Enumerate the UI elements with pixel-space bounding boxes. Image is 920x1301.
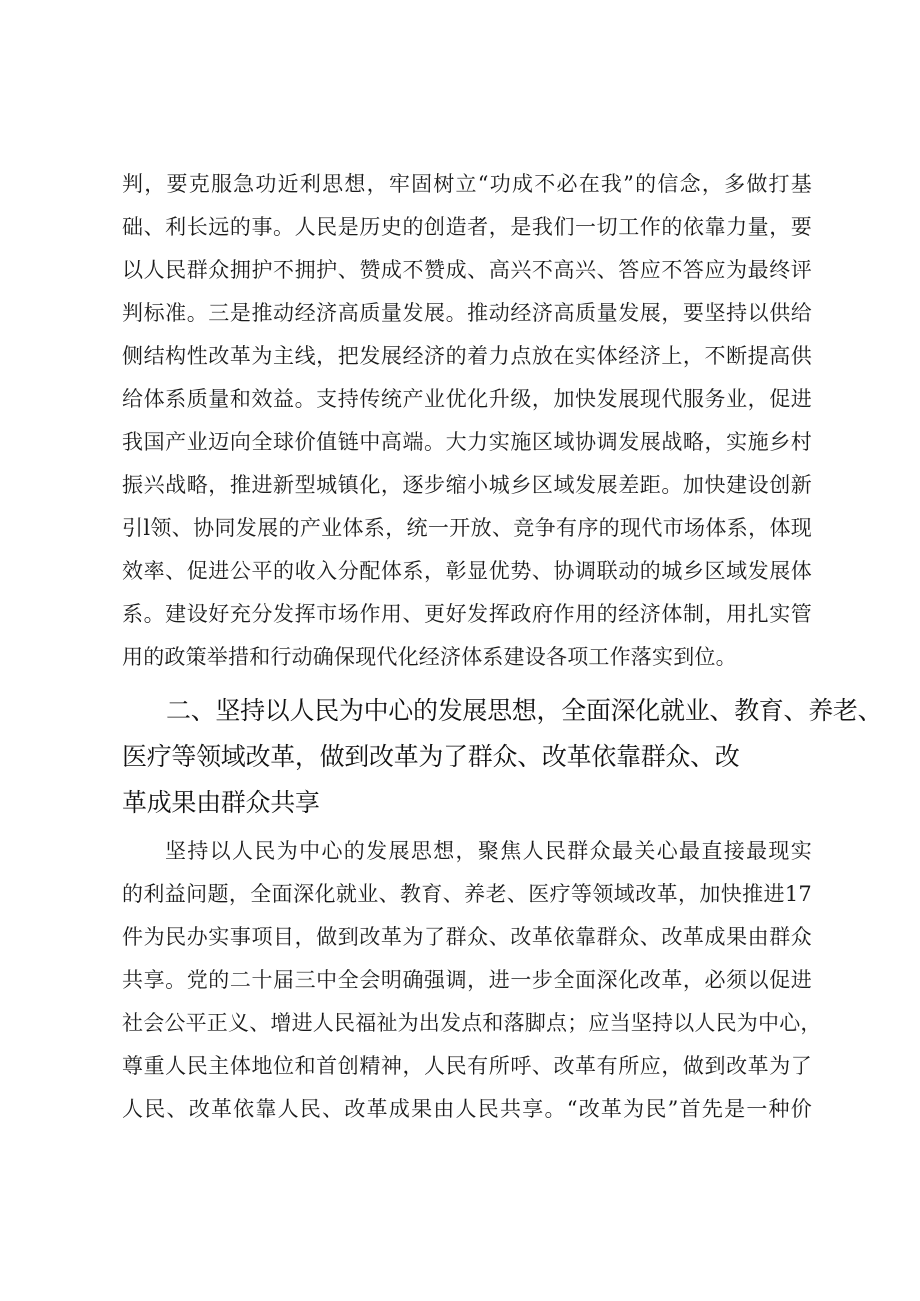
text-line: 我国产业迈向全球价值链中高端。大力实施区域协调发展战略，实施乡村: [122, 430, 812, 454]
text-line: 振兴战略，推进新型城镇化，逐步缩小城乡区域发展差距。加快建设创新: [122, 473, 812, 497]
text-line: 人民、改革依靠人民、改革成果由人民共享。“改革为民”首先是一种价: [122, 1097, 812, 1121]
text-line: 社会公平正义、增进人民福祉为出发点和落脚点；应当坚持以人民为中心，: [122, 1011, 822, 1035]
text-line: 坚持以人民为中心的发展思想，聚焦人民群众最关心最直接最现实: [165, 839, 812, 863]
heading-line: 二、坚持以人民为中心的发展思想，全面深化就业、教育、养老、: [166, 696, 883, 725]
text-line: 础、利长远的事。人民是历史的创造者，是我们一切工作的依靠力量，要: [122, 215, 812, 239]
text-line: 的利益问题，全面深化就业、教育、养老、医疗等领域改革，加快推进17: [122, 882, 812, 906]
text-line: 用的政策举措和行动确保现代化经济体系建设各项工作落实到位。: [122, 645, 737, 669]
text-line: 给体系质量和效益。支持传统产业优化升级，加快发展现代服务业，促进: [122, 387, 812, 411]
text-line: 判标准。三是推动经济高质量发展。推动经济高质量发展，要坚持以供给: [122, 301, 812, 325]
text-line: 侧结构性改革为主线，把发展经济的着力点放在实体经济上，不断提高供: [122, 344, 812, 368]
text-line: 效率、促进公平的收入分配体系，彰显优势、协调联动的城乡区域发展体: [122, 559, 812, 583]
text-line: 尊重人民主体地位和首创精神，人民有所呼、改革有所应，做到改革为了: [122, 1054, 812, 1078]
heading-line: 医疗等领域改革，做到改革为了群众、改革依靠群众、改: [122, 742, 740, 771]
text-line: 件为民办实事项目，做到改革为了群众、改革依靠群众、改革成果由群众: [122, 925, 812, 949]
text-line: 系。建设好充分发挥市场作用、更好发挥政府作用的经济体制，用扎实管: [122, 602, 812, 626]
text-line: 共享。党的二十届三中全会明确强调，进一步全面深化改革，必须以促进: [122, 968, 812, 992]
heading-line: 革成果由群众共享: [122, 788, 320, 817]
text-line: 判，要克服急功近利思想，牢固树立“功成不必在我”的信念，多做打基: [122, 172, 812, 196]
text-line: 以人民群众拥护不拥护、赞成不赞成、高兴不高兴、答应不答应为最终评: [122, 258, 812, 282]
text-line: 引l领、协同发展的产业体系，统一开放、竞争有序的现代市场体系，体现: [122, 516, 812, 540]
